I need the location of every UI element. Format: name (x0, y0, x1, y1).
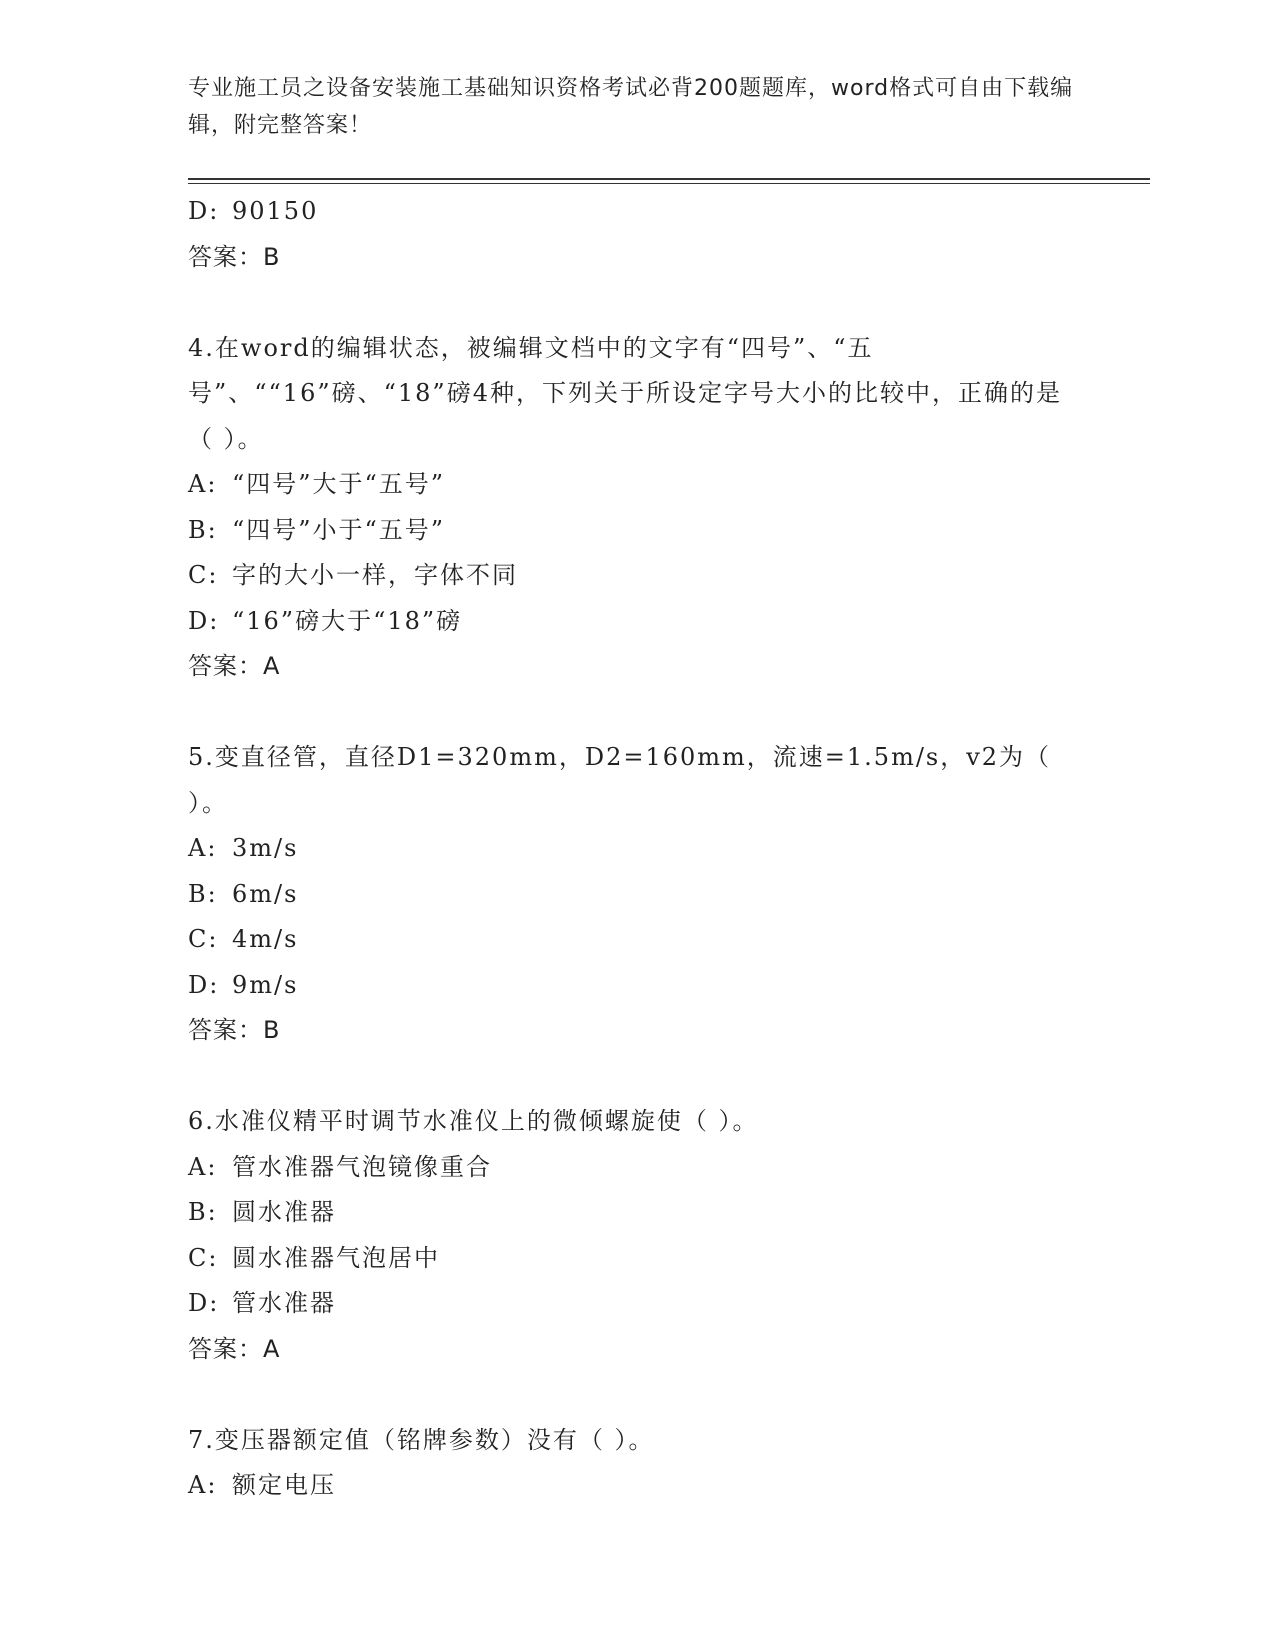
option-text: “四号”大于“五号” (232, 470, 446, 498)
option-key: B: (188, 515, 218, 544)
option-text: “四号”小于“五号” (232, 515, 446, 544)
option-key: B: (188, 879, 218, 908)
option-d (188, 189, 1078, 235)
question-text: 5.变直径管，直径D1=320mm，D2=160mm，流速=1.5m/s，v2为（ ）。 (188, 743, 1052, 817)
option-key: D: (188, 1289, 220, 1317)
option-key: D: (188, 606, 220, 635)
question-text: 4.在word的编辑状态，被编辑文档中的文字有“四号”、“五号”、““16”磅、“18”磅4种，下列关于所设定字号大小的比较中，正确的是（ ）。 (188, 333, 1062, 453)
answer-line: 答案：B (188, 242, 281, 271)
option-c (188, 1236, 1078, 1282)
option-b (188, 872, 1078, 918)
option-a (188, 1463, 1078, 1509)
option-text: 圆水准器气泡居中 (232, 1243, 440, 1272)
option-key: A: (188, 1152, 218, 1181)
option-d (188, 1281, 1078, 1327)
option-d (188, 963, 1078, 1009)
option-a (188, 826, 1078, 872)
option-key: D: (188, 197, 220, 225)
option-text: 管水准器气泡镜像重合 (232, 1152, 492, 1181)
option-key: C: (188, 561, 219, 589)
page-header: 专业施工员之设备安装施工基础知识资格考试必背200题题库，word格式可自由下载编辑，附完整答案！ (188, 76, 1074, 138)
answer-line: 答案：B (188, 1016, 281, 1044)
option-key: A: (188, 470, 218, 498)
answer-line: 答案：A (188, 1334, 281, 1363)
question-text: 6.水准仪精平时调节水准仪上的微倾螺旋使（ ）。 (188, 1107, 759, 1135)
spacer (188, 1054, 1078, 1100)
option-a (188, 1145, 1078, 1191)
answer-line: 答案：A (188, 652, 281, 680)
option-key: A: (188, 1471, 218, 1499)
document-body (188, 189, 1078, 1509)
option-text: 额定电压 (232, 1471, 336, 1499)
spacer (188, 690, 1078, 736)
option-text: 9m/s (232, 970, 299, 999)
spacer (188, 280, 1078, 326)
option-text: 6m/s (232, 879, 299, 908)
option-key: A: (188, 834, 218, 862)
option-key: D: (188, 970, 220, 999)
header-divider-thin (188, 183, 1150, 184)
option-a (188, 462, 1078, 508)
option-key: C: (188, 925, 219, 953)
option-b (188, 1190, 1078, 1236)
question-text: 7.变压器额定值（铭牌参数）没有（ ）。 (188, 1425, 655, 1454)
header-divider-thick (188, 178, 1150, 180)
option-d (188, 599, 1078, 645)
option-text: 管水准器 (232, 1289, 336, 1317)
option-text: 90150 (232, 197, 319, 225)
option-text: “16”磅大于“18”磅 (232, 606, 463, 635)
spacer (188, 1372, 1078, 1418)
option-key: B: (188, 1198, 218, 1226)
option-text: 4m/s (232, 925, 299, 953)
option-text: 字的大小一样，字体不同 (232, 561, 518, 589)
option-key: C: (188, 1243, 219, 1272)
option-text: 3m/s (232, 834, 299, 862)
option-c (188, 917, 1078, 963)
option-c (188, 553, 1078, 599)
option-b (188, 508, 1078, 554)
option-text: 圆水准器 (232, 1198, 336, 1226)
